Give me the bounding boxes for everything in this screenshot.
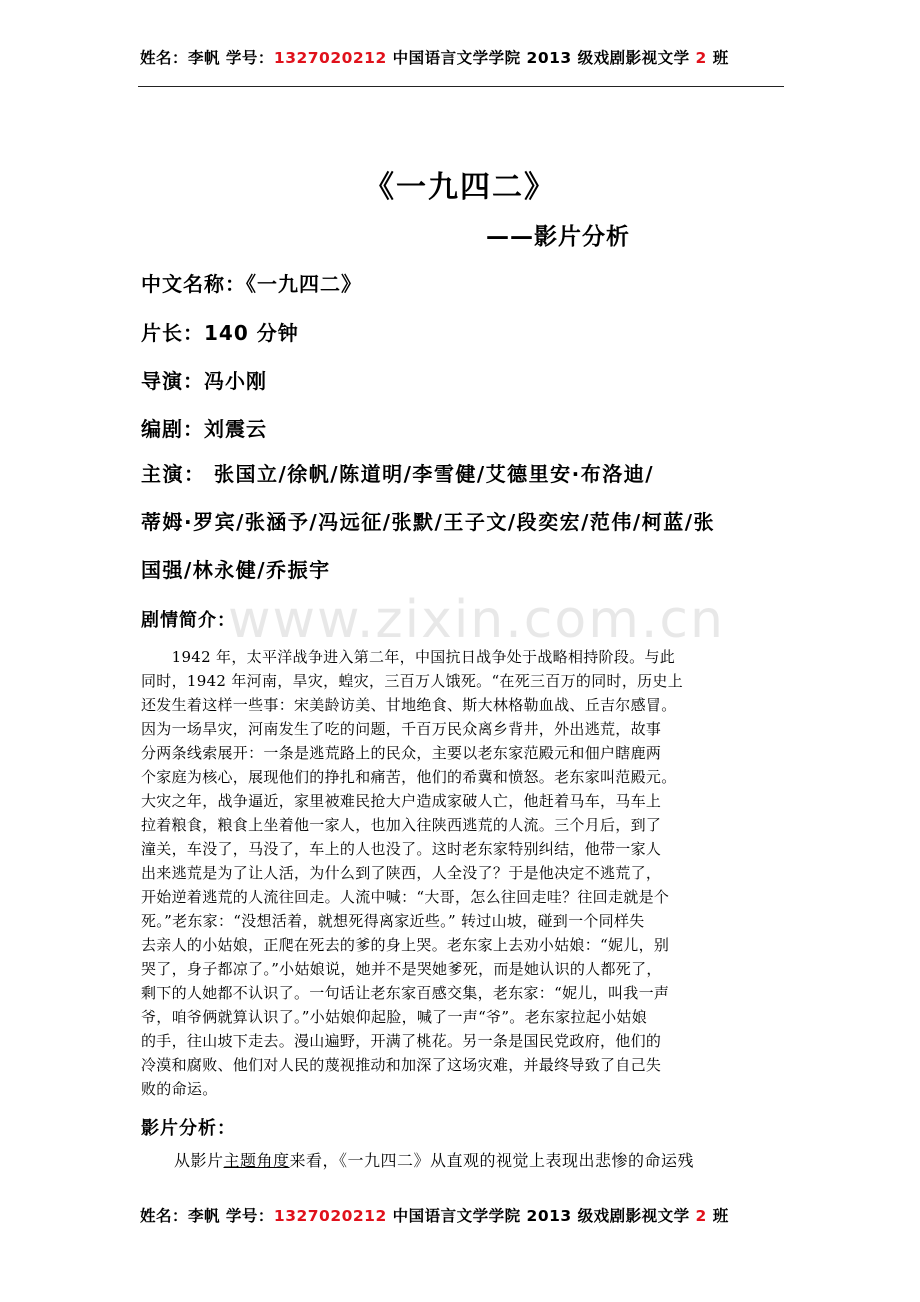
synopsis-heading: 剧情简介： — [141, 610, 236, 631]
synopsis-line: 死。”老东家：“没想活着，就想死得离家近些。” 转过山坡，碰到一个同样失 — [141, 912, 645, 930]
cast-line: 蒂姆·罗宾/张涵予/冯远征/张默/王子文/段奕宏/范伟/柯蓝/张 — [141, 510, 716, 534]
synopsis-paragraph — [141, 645, 786, 1101]
synopsis-line: 分两条线索展开：一条是逃荒路上的民众，主要以老东家范殿元和佃户瞎鹿两 — [141, 744, 662, 762]
synopsis-line: 个家庭为核心，展现他们的挣扎和痛苦，他们的希冀和愤怒。老东家叫范殿元。 — [141, 768, 677, 786]
synopsis-line: 拉着粮食，粮食上坐着他一家人，也加入往陕西逃荒的人流。三个月后，到了 — [141, 816, 662, 834]
header-prefix: 姓名：李帆 学号： — [140, 49, 274, 67]
cast-block — [141, 460, 791, 604]
footer-suffix: 班 — [706, 1207, 729, 1225]
synopsis-line: 因为一场旱灾，河南发生了吃的问题，千百万民众离乡背井，外出逃荒，故事 — [141, 720, 662, 738]
synopsis-line: 潼关，车没了，马没了，车上的人也没了。这时老东家特别纠结，他带一家人 — [141, 840, 662, 858]
header-suffix: 班 — [706, 49, 729, 67]
page-footer — [140, 1204, 780, 1226]
document-title: 《一九四二》 — [364, 170, 556, 205]
footer-prefix: 姓名：李帆 学号： — [140, 1207, 274, 1225]
watermark: www.zixin.com.cn — [228, 590, 725, 650]
synopsis-line: 同时，1942 年河南，旱灾，蝗灾，三百万人饿死。“在死三百万的同时，历史上 — [141, 672, 684, 690]
info-writer: 编剧：刘震云 — [141, 417, 267, 441]
synopsis-line: 出来逃荒是为了让人活，为什么到了陕西，人全没了？于是他决定不逃荒了， — [141, 864, 662, 882]
analysis-rest: 来看，《一九四二》从直观的视觉上表现出悲惨的命运残 — [289, 1151, 695, 1170]
synopsis-line: 开始逆着逃荒的人流往回走。人流中喊：“大哥，怎么往回走哇？往回走就是个 — [141, 888, 670, 906]
analysis-underlined-term: 主题角度 — [223, 1151, 290, 1170]
analysis-heading: 影片分析： — [141, 1118, 236, 1139]
info-chinese-name: 中文名称：《一九四二》 — [141, 272, 362, 296]
info-director: 导演：冯小刚 — [141, 369, 267, 393]
synopsis-line: 的手，往山坡下走去。漫山遍野，开满了桃花。另一条是国民党政府，他们的 — [141, 1032, 662, 1050]
footer-class-number: 2 — [695, 1207, 707, 1225]
header-divider — [138, 86, 784, 87]
synopsis-line: 爷，咱爷俩就算认识了。”小姑娘仰起脸，喊了一声“爷”。老东家拉起小姑娘 — [141, 1008, 648, 1026]
document-subtitle: ——影片分析 — [486, 224, 630, 250]
cast-line: 主演： 张国立/徐帆/陈道明/李雪健/艾德里安·布洛迪/ — [141, 462, 655, 486]
cast-line: 国强/林永健/乔振宇 — [141, 558, 331, 582]
analysis-paragraph — [141, 1148, 786, 1171]
synopsis-line: 败的命运。 — [141, 1080, 218, 1098]
footer-student-id: 1327020212 — [273, 1207, 387, 1225]
header-student-id: 1327020212 — [273, 49, 387, 67]
page-header — [140, 46, 780, 68]
info-length: 片长：140 分钟 — [141, 321, 299, 345]
analysis-lead: 从影片 — [141, 1151, 224, 1170]
synopsis-line: 剩下的人她都不认识了。一句话让老东家百感交集，老东家：“妮儿，叫我一声 — [141, 984, 670, 1002]
header-class-number: 2 — [695, 49, 707, 67]
synopsis-line: 大灾之年，战争逼近，家里被难民抢大户造成家破人亡，他赶着马车，马车上 — [141, 792, 662, 810]
synopsis-line: 1942 年，太平洋战争进入第二年，中国抗日战争处于战略相持阶段。与此 — [141, 648, 676, 666]
synopsis-line: 冷漠和腐败、他们对人民的蔑视推动和加深了这场灾难，并最终导致了自己失 — [141, 1056, 662, 1074]
footer-middle: 中国语言文学学院 2013 级戏剧影视文学 — [386, 1207, 696, 1225]
synopsis-line: 去亲人的小姑娘，正爬在死去的爹的身上哭。老东家上去劝小姑娘：“妮儿，别 — [141, 936, 670, 954]
header-middle: 中国语言文学学院 2013 级戏剧影视文学 — [386, 49, 696, 67]
synopsis-line: 哭了，身子都凉了。”小姑娘说，她并不是哭她爹死，而是她认识的人都死了， — [141, 960, 662, 978]
synopsis-line: 还发生着这样一些事：宋美龄访美、甘地绝食、斯大林格勒血战、丘吉尔感冒。 — [141, 696, 677, 714]
